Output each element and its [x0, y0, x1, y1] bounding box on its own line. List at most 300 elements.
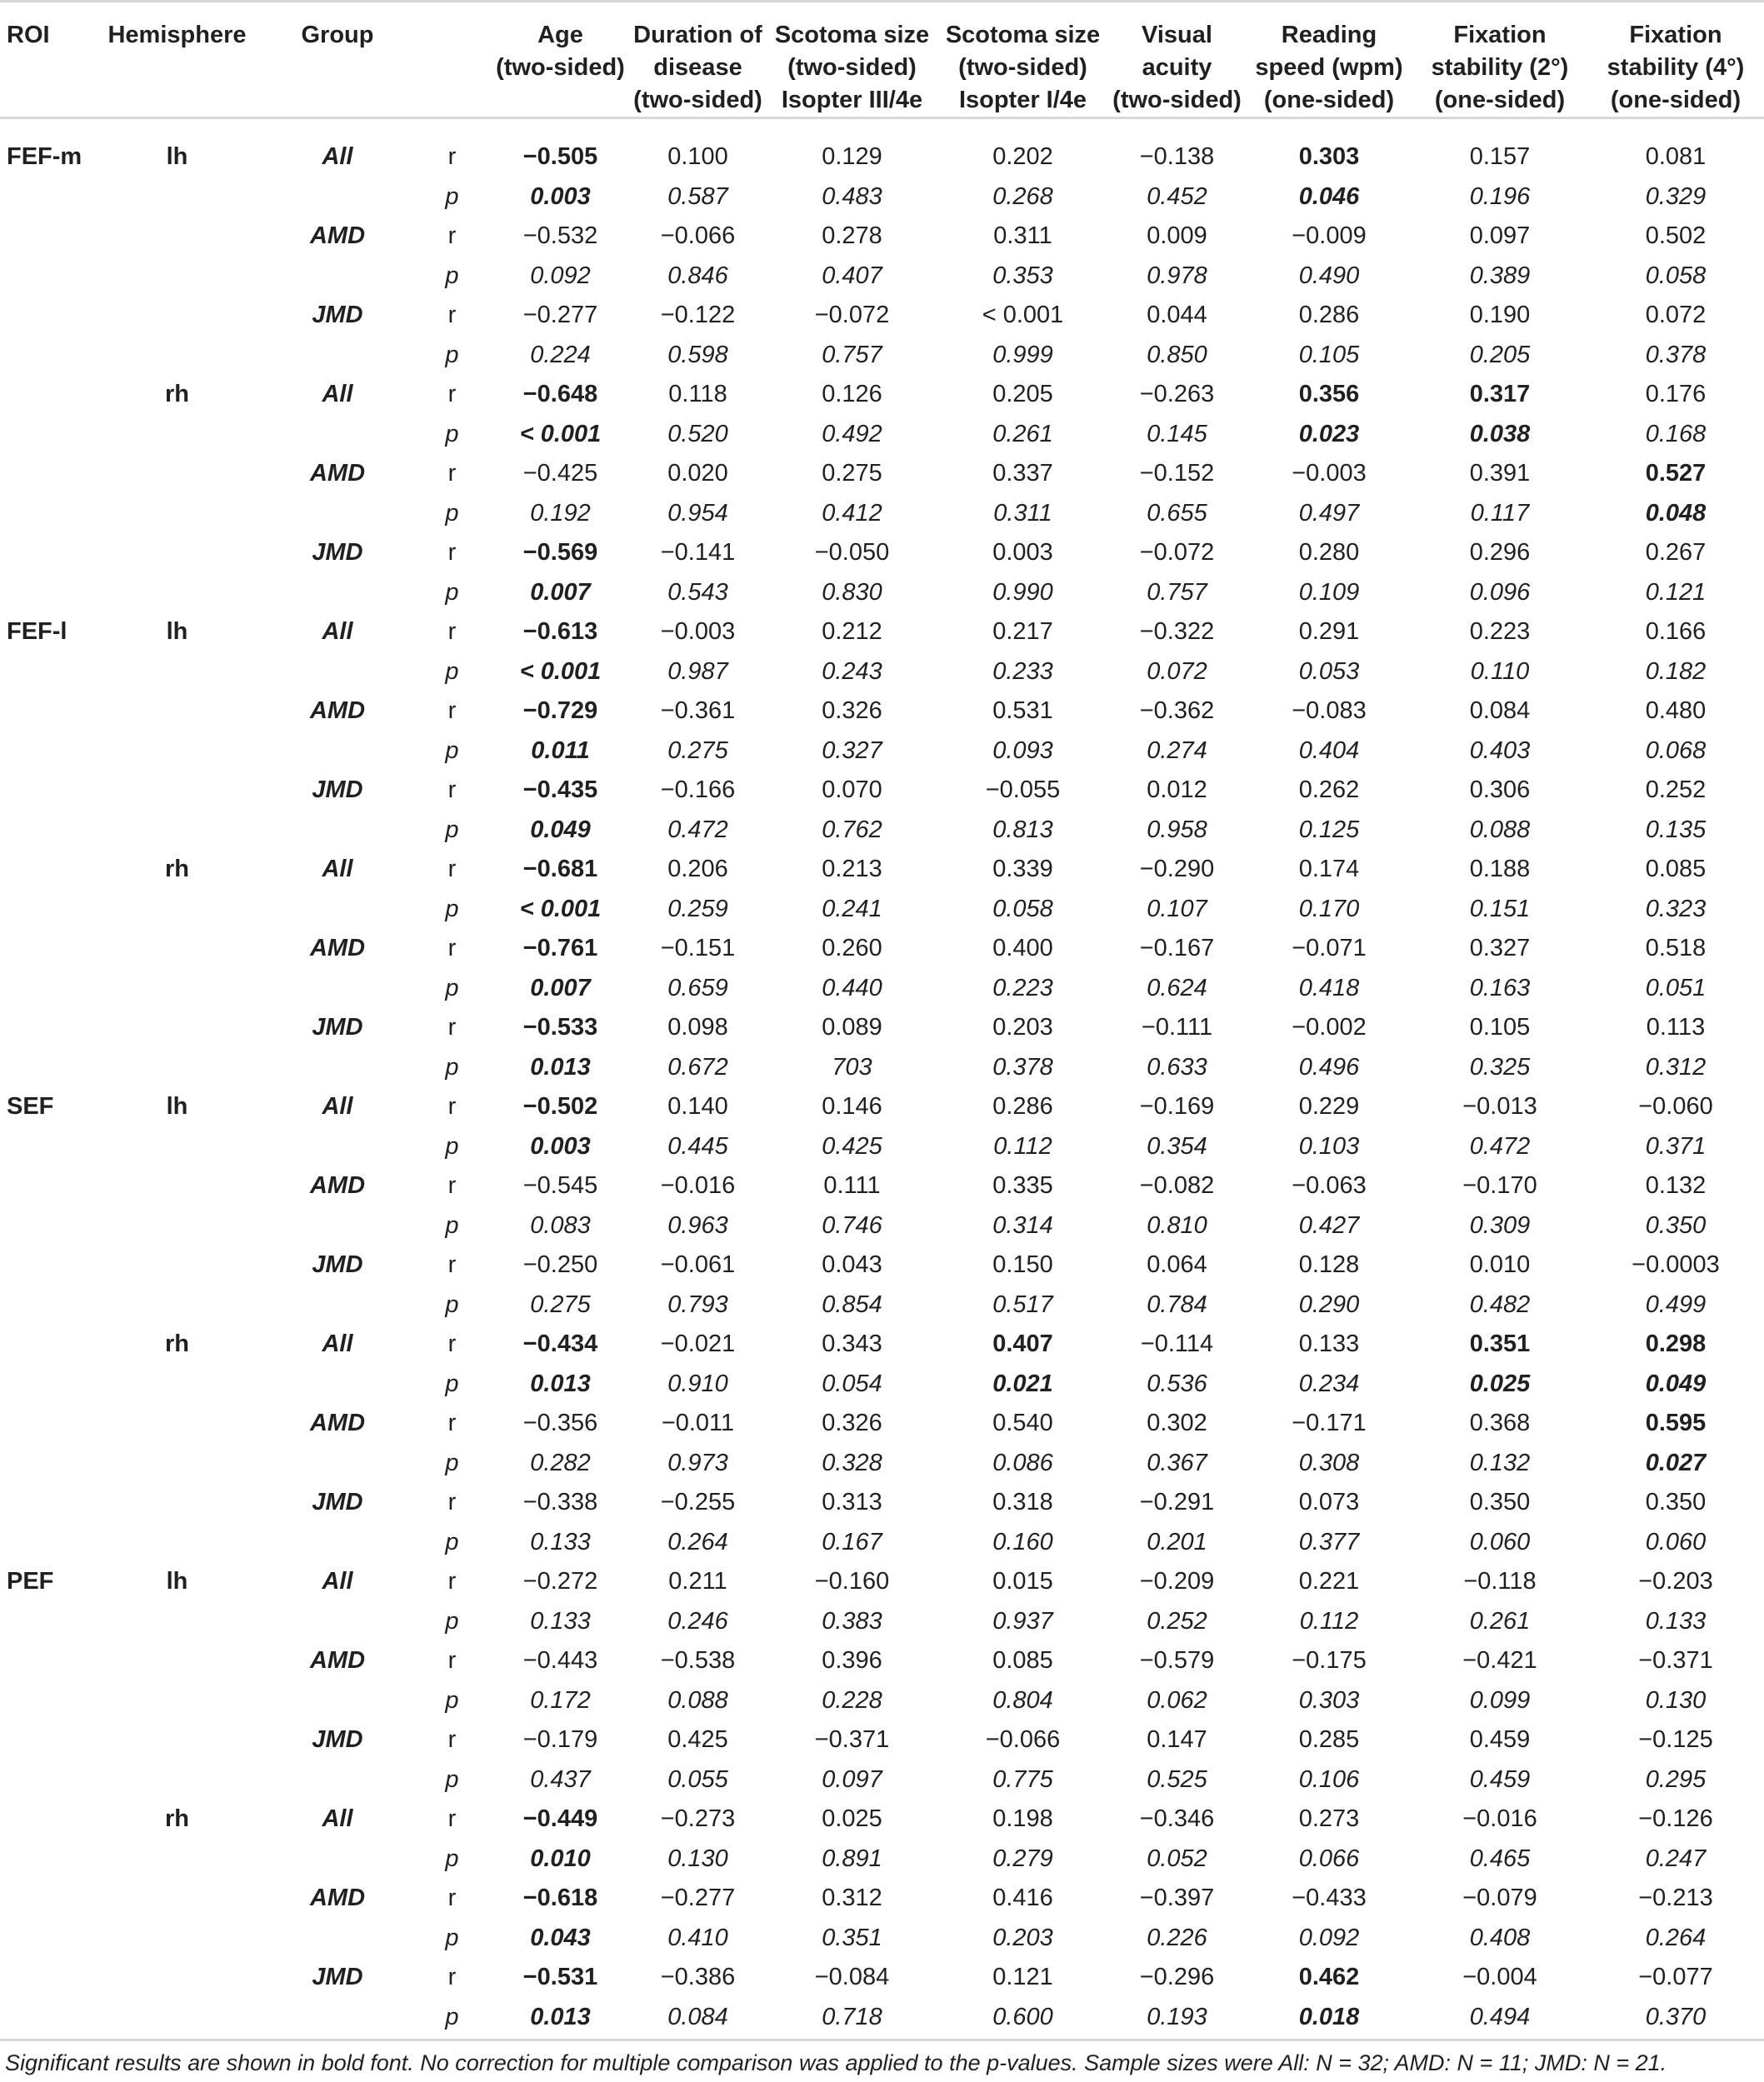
p-value-cell: 0.327 — [822, 736, 882, 764]
table-row — [0, 533, 1764, 573]
header-col — [767, 2, 937, 118]
r-value-cell: −0.386 — [660, 1964, 736, 1991]
table-row — [0, 1008, 1764, 1048]
p-value-cell: 0.160 — [992, 1528, 1053, 1555]
p-value-cell: 0.830 — [822, 578, 882, 606]
p-value-cell: 0.259 — [667, 895, 728, 922]
r-value-cell: 0.326 — [822, 1410, 882, 1437]
roi-cell — [0, 1641, 92, 1681]
table-row — [0, 257, 1764, 297]
p-value-cell: 0.130 — [667, 1845, 728, 1872]
p-value-cell: 0.234 — [1298, 1370, 1360, 1397]
r-value-cell: 0.267 — [1645, 539, 1707, 567]
table-row — [0, 771, 1764, 811]
hemisphere-cell — [92, 573, 262, 613]
r-value-cell: 0.072 — [1645, 302, 1707, 329]
p-value-cell: 0.021 — [992, 1370, 1053, 1397]
stat-label-cell: p — [445, 736, 459, 764]
header-col-line: Duration of — [633, 22, 762, 48]
group-cell: AMD — [309, 1410, 366, 1437]
hemisphere-cell: rh — [165, 1805, 189, 1833]
r-value-cell: 0.025 — [822, 1805, 882, 1833]
header-col-line: (one-sided) — [1610, 87, 1742, 113]
stat-label-cell: p — [445, 1211, 459, 1239]
r-value-cell: −0.729 — [522, 697, 598, 725]
group-cell — [262, 731, 412, 771]
hemisphere-cell — [92, 1720, 262, 1760]
p-value-cell: 0.228 — [822, 1686, 882, 1714]
r-value-cell: −0.166 — [660, 776, 736, 804]
group-cell — [262, 1760, 412, 1800]
group-cell: All — [322, 1805, 353, 1833]
group-cell — [262, 1206, 412, 1246]
group-cell: All — [322, 143, 353, 171]
r-value-cell: −0.066 — [985, 1726, 1061, 1754]
p-value-cell: 0.378 — [992, 1053, 1053, 1081]
p-value-cell: 0.954 — [667, 499, 728, 527]
hemisphere-cell — [92, 1127, 262, 1167]
r-value-cell: 0.356 — [1298, 381, 1360, 408]
roi-cell — [0, 1523, 92, 1563]
p-value-cell: 0.517 — [992, 1291, 1053, 1318]
r-value-cell: −0.151 — [660, 935, 736, 962]
r-value-cell: 0.303 — [1298, 143, 1360, 171]
roi-cell — [0, 1008, 92, 1048]
header-col-line: (two-sided) — [633, 87, 762, 113]
table-row — [0, 1206, 1764, 1246]
p-value-cell: 0.046 — [1298, 182, 1360, 210]
r-value-cell: 0.198 — [992, 1805, 1053, 1833]
roi-cell — [0, 652, 92, 692]
hemisphere-cell — [92, 217, 262, 257]
p-value-cell: 0.060 — [1469, 1528, 1531, 1555]
stat-label-cell: p — [445, 1291, 459, 1318]
r-value-cell: −0.114 — [1140, 1331, 1214, 1358]
table-row — [0, 1919, 1764, 1959]
p-value-cell: 0.261 — [992, 420, 1053, 447]
stat-label-cell: r — [447, 618, 457, 646]
p-value-cell: 0.910 — [667, 1370, 728, 1397]
stat-label-cell: p — [445, 1845, 459, 1872]
table-row — [0, 1641, 1764, 1681]
r-value-cell: 0.205 — [992, 381, 1053, 408]
r-value-cell: −0.250 — [522, 1251, 598, 1279]
stat-label-cell: p — [445, 1053, 459, 1081]
p-value-cell: 0.132 — [1469, 1449, 1531, 1476]
r-value-cell: 0.518 — [1645, 935, 1707, 962]
p-value-cell: 0.224 — [530, 341, 591, 368]
p-value-cell: 0.201 — [1147, 1528, 1207, 1555]
p-value-cell: 0.624 — [1147, 974, 1207, 1001]
r-value-cell: −0.277 — [522, 302, 598, 329]
stat-label-cell: p — [445, 499, 459, 527]
r-value-cell: −0.435 — [522, 776, 598, 804]
p-value-cell: 0.252 — [1147, 1607, 1207, 1635]
roi-cell — [0, 771, 92, 811]
p-value-cell: 0.598 — [667, 341, 728, 368]
r-value-cell: 0.020 — [667, 460, 728, 487]
p-value-cell: 0.275 — [530, 1291, 591, 1318]
hemisphere-cell — [92, 177, 262, 217]
table-row — [0, 1998, 1764, 2038]
p-value-cell: 0.145 — [1147, 420, 1207, 447]
p-value-cell: 0.496 — [1298, 1053, 1360, 1081]
r-value-cell: −0.050 — [814, 539, 890, 567]
hemisphere-cell: rh — [165, 1331, 189, 1358]
r-value-cell: −0.362 — [1139, 697, 1215, 725]
stat-label-cell: p — [445, 657, 459, 685]
group-cell — [262, 494, 412, 534]
r-value-cell: −0.169 — [1139, 1093, 1215, 1121]
table-row — [0, 1166, 1764, 1206]
r-value-cell: −0.533 — [522, 1014, 598, 1041]
r-value-cell: 0.213 — [822, 856, 882, 883]
hemisphere-cell — [92, 1998, 262, 2038]
group-cell — [262, 1523, 412, 1563]
r-value-cell: 0.252 — [1645, 776, 1707, 804]
hemisphere-cell — [92, 771, 262, 811]
header-col-line: (two-sided) — [787, 54, 917, 81]
roi-cell — [0, 415, 92, 455]
r-value-cell: 0.157 — [1469, 143, 1531, 171]
hemisphere-cell — [92, 1840, 262, 1880]
r-value-cell: −0.681 — [522, 856, 598, 883]
r-value-cell: −0.371 — [814, 1726, 890, 1754]
table-row — [0, 1483, 1764, 1523]
p-value-cell: 0.543 — [667, 578, 728, 606]
p-value-cell: 0.038 — [1469, 420, 1531, 447]
p-value-cell: 0.007 — [530, 974, 591, 1001]
table-row — [0, 1958, 1764, 1998]
p-value-cell: 0.963 — [667, 1211, 728, 1239]
r-value-cell: 0.311 — [993, 222, 1052, 250]
p-value-cell: 0.013 — [530, 1053, 591, 1081]
stat-label-cell: p — [445, 182, 459, 210]
p-value-cell: 0.308 — [1298, 1449, 1360, 1476]
p-value-cell: 0.205 — [1469, 341, 1531, 368]
r-value-cell: 0.147 — [1147, 1726, 1207, 1754]
p-value-cell: 0.655 — [1147, 499, 1207, 527]
p-value-cell: 0.483 — [822, 182, 882, 210]
r-value-cell: 0.044 — [1147, 302, 1207, 329]
p-value-cell: 0.437 — [530, 1765, 591, 1793]
r-value-cell: 0.368 — [1469, 1410, 1531, 1437]
p-value-cell: 0.060 — [1645, 1528, 1707, 1555]
hemisphere-cell — [92, 1523, 262, 1563]
r-value-cell: −0.433 — [1292, 1885, 1367, 1912]
r-value-cell: −0.346 — [1139, 1805, 1215, 1833]
roi-cell — [0, 1998, 92, 2038]
hemisphere-cell: lh — [166, 1093, 188, 1121]
group-cell: AMD — [309, 1647, 366, 1675]
p-value-cell: 0.072 — [1147, 657, 1207, 685]
group-cell — [262, 336, 412, 376]
p-value-cell: 0.353 — [992, 262, 1053, 289]
r-value-cell: 0.317 — [1469, 381, 1531, 408]
p-value-cell: 0.407 — [822, 262, 882, 289]
p-value-cell: 0.427 — [1298, 1211, 1360, 1239]
group-cell — [262, 652, 412, 692]
p-value-cell: 0.053 — [1298, 657, 1360, 685]
r-value-cell: −0.055 — [985, 776, 1061, 804]
roi-cell — [0, 1325, 92, 1365]
stat-label-cell: p — [445, 341, 459, 368]
r-value-cell: −0.083 — [1292, 697, 1367, 725]
p-value-cell: 0.633 — [1147, 1053, 1207, 1081]
r-value-cell: −0.082 — [1139, 1172, 1215, 1200]
p-value-cell: 0.367 — [1147, 1449, 1207, 1476]
table-row — [0, 811, 1764, 851]
header-col-line: speed (wpm) — [1255, 54, 1403, 81]
table-row — [0, 137, 1764, 177]
p-value-cell: 0.013 — [530, 1370, 591, 1397]
p-value-cell: 0.371 — [1645, 1132, 1707, 1160]
group-cell — [262, 1840, 412, 1880]
roi-cell — [0, 1879, 92, 1919]
r-value-cell: −0.209 — [1139, 1568, 1215, 1595]
group-cell — [262, 257, 412, 297]
hemisphere-cell — [92, 1879, 262, 1919]
r-value-cell: −0.167 — [1139, 935, 1215, 962]
table-row — [0, 494, 1764, 534]
r-value-cell: 0.089 — [822, 1014, 882, 1041]
p-value-cell: 0.172 — [530, 1686, 591, 1714]
p-value-cell: 0.105 — [1298, 341, 1360, 368]
header-col-line: Scotoma size — [774, 22, 930, 48]
p-value-cell: 0.472 — [1469, 1132, 1531, 1160]
group-cell: JMD — [312, 1964, 363, 1991]
p-value-cell: 0.088 — [1469, 816, 1531, 843]
p-value-cell: 0.023 — [1298, 420, 1360, 447]
r-value-cell: 0.009 — [1147, 222, 1207, 250]
p-value-cell: 0.084 — [667, 2003, 728, 2030]
roi-cell — [0, 454, 92, 494]
stat-label-cell: r — [447, 1568, 457, 1595]
p-value-cell: 0.013 — [530, 2003, 591, 2030]
p-value-cell: 0.279 — [992, 1845, 1053, 1872]
r-value-cell: 0.327 — [1469, 935, 1531, 962]
p-value-cell: 0.314 — [992, 1211, 1053, 1239]
p-value-cell: 0.600 — [992, 2003, 1053, 2030]
p-value-cell: < 0.001 — [519, 895, 602, 922]
roi-cell — [0, 1206, 92, 1246]
r-value-cell: −0.322 — [1139, 618, 1215, 646]
header-col-line: (two-sided) — [496, 54, 625, 81]
p-value-cell: 0.410 — [667, 1924, 728, 1951]
roi-cell: SEF — [7, 1093, 54, 1121]
roi-cell — [0, 811, 92, 851]
r-value-cell: −0.263 — [1139, 381, 1215, 408]
r-value-cell: 0.306 — [1469, 776, 1531, 804]
header-col-line: Isopter III/4e — [781, 87, 923, 113]
p-value-cell: 0.990 — [992, 578, 1053, 606]
table-row — [0, 1404, 1764, 1444]
stat-label-cell: r — [447, 1172, 457, 1200]
table-row — [0, 1523, 1764, 1563]
table-row — [0, 692, 1764, 731]
p-value-cell: 0.978 — [1147, 262, 1207, 289]
group-cell: All — [322, 1331, 353, 1358]
r-value-cell: 0.111 — [823, 1172, 881, 1200]
table-row — [0, 929, 1764, 969]
p-value-cell: 0.290 — [1298, 1291, 1360, 1318]
header-col-line: Fixation — [1629, 22, 1722, 48]
p-value-cell: 0.264 — [1645, 1924, 1707, 1951]
roi-cell — [0, 177, 92, 217]
r-value-cell: 0.286 — [1298, 302, 1360, 329]
r-value-cell: −0.371 — [1638, 1647, 1713, 1675]
p-value-cell: 0.268 — [992, 182, 1053, 210]
hemisphere-cell: rh — [165, 856, 189, 883]
group-cell — [262, 1286, 412, 1326]
r-value-cell: 0.097 — [1469, 222, 1531, 250]
p-value-cell: 0.068 — [1645, 736, 1707, 764]
r-value-cell: 0.010 — [1469, 1251, 1531, 1279]
p-value-cell: 0.099 — [1469, 1686, 1531, 1714]
roi-cell — [0, 1840, 92, 1880]
group-cell: All — [322, 1093, 353, 1121]
p-value-cell: 0.049 — [1645, 1370, 1707, 1397]
r-value-cell: −0.003 — [1292, 460, 1367, 487]
r-value-cell: −0.296 — [1139, 1964, 1215, 1991]
r-value-cell: −0.077 — [1638, 1964, 1713, 1991]
table-row — [0, 1562, 1764, 1602]
p-value-cell: 0.757 — [1147, 578, 1207, 606]
r-value-cell: 0.416 — [992, 1885, 1053, 1912]
roi-cell — [0, 1444, 92, 1484]
p-value-cell: 0.452 — [1147, 182, 1207, 210]
roi-cell — [0, 1404, 92, 1444]
group-cell: AMD — [309, 935, 366, 962]
r-value-cell: 0.400 — [992, 935, 1053, 962]
hemisphere-cell — [92, 1206, 262, 1246]
p-value-cell: 0.328 — [822, 1449, 882, 1476]
hemisphere-cell — [92, 1246, 262, 1286]
r-value-cell: −0.071 — [1292, 935, 1367, 962]
group-cell: JMD — [312, 302, 363, 329]
p-value-cell: 0.243 — [822, 657, 882, 685]
r-value-cell: −0.545 — [522, 1172, 598, 1200]
group-cell: All — [322, 856, 353, 883]
r-value-cell: −0.079 — [1462, 1885, 1537, 1912]
p-value-cell: 0.051 — [1645, 974, 1707, 1001]
header-col-line: Visual acuity — [1142, 22, 1212, 81]
r-value-cell: −0.084 — [814, 1964, 890, 1991]
hemisphere-cell — [92, 257, 262, 297]
stat-label-cell: p — [445, 1765, 459, 1793]
r-value-cell: 0.391 — [1469, 460, 1531, 487]
p-value-cell: 0.058 — [1645, 262, 1707, 289]
p-value-cell: 0.465 — [1469, 1845, 1531, 1872]
stat-label-cell: r — [447, 460, 457, 487]
roi-cell — [0, 731, 92, 771]
r-value-cell: 0.085 — [992, 1647, 1053, 1675]
r-value-cell: 0.212 — [822, 618, 882, 646]
table-row — [0, 1048, 1764, 1088]
p-value-cell: 0.167 — [822, 1528, 882, 1555]
p-value-cell: 0.097 — [822, 1765, 882, 1793]
table-row — [0, 969, 1764, 1009]
p-value-cell: 0.351 — [822, 1924, 882, 1951]
stat-label-cell: p — [445, 816, 459, 843]
r-value-cell: −0.141 — [660, 539, 736, 567]
hemisphere-cell — [92, 336, 262, 376]
p-value-cell: 0.112 — [993, 1132, 1052, 1160]
r-value-cell: −0.063 — [1292, 1172, 1367, 1200]
hemisphere-cell: lh — [166, 1568, 188, 1595]
group-cell: JMD — [312, 1726, 363, 1754]
table-row — [0, 1087, 1764, 1127]
p-value-cell: 0.854 — [822, 1291, 882, 1318]
r-value-cell: −0.060 — [1638, 1093, 1713, 1121]
r-value-cell: 0.126 — [822, 381, 882, 408]
r-value-cell: −0.072 — [814, 302, 890, 329]
r-value-cell: 0.166 — [1645, 618, 1707, 646]
stat-label-cell: r — [447, 1726, 457, 1754]
p-value-cell: 0.403 — [1469, 736, 1531, 764]
r-value-cell: 0.012 — [1147, 776, 1207, 804]
r-value-cell: 0.273 — [1298, 1805, 1360, 1833]
group-cell: All — [322, 1568, 353, 1595]
stat-label-cell: r — [447, 856, 457, 883]
r-value-cell: 0.113 — [1646, 1014, 1706, 1041]
stat-label-cell: r — [447, 1014, 457, 1041]
r-value-cell: 0.350 — [1469, 1489, 1531, 1516]
r-value-cell: 0.350 — [1645, 1489, 1707, 1516]
r-value-cell: −0.152 — [1139, 460, 1215, 487]
r-value-cell: 0.105 — [1469, 1014, 1531, 1041]
hemisphere-cell — [92, 731, 262, 771]
p-value-cell: 0.377 — [1298, 1528, 1360, 1555]
stat-label-cell: r — [447, 697, 457, 725]
table-row — [0, 454, 1764, 494]
p-value-cell: 0.093 — [992, 736, 1053, 764]
header-col — [1412, 2, 1587, 118]
r-value-cell: 0.084 — [1469, 697, 1531, 725]
r-value-cell: 0.313 — [822, 1489, 882, 1516]
p-value-cell: 0.659 — [667, 974, 728, 1001]
p-value-cell: 0.793 — [667, 1291, 728, 1318]
table-row — [0, 890, 1764, 930]
r-value-cell: −0.203 — [1638, 1568, 1713, 1595]
r-value-cell: −0.011 — [661, 1410, 735, 1437]
table-row — [0, 1760, 1764, 1800]
p-value-cell: 0.027 — [1645, 1449, 1707, 1476]
p-value-cell: 0.182 — [1645, 657, 1707, 685]
stat-label-cell: r — [447, 1331, 457, 1358]
r-value-cell: 0.229 — [1298, 1093, 1360, 1121]
r-value-cell: −0.618 — [522, 1885, 598, 1912]
header-col-line: Reading — [1281, 22, 1377, 48]
r-value-cell: 0.396 — [822, 1647, 882, 1675]
table-row — [0, 217, 1764, 257]
p-value-cell: 0.133 — [530, 1528, 591, 1555]
hemisphere-cell: lh — [166, 143, 188, 171]
stat-label-cell: p — [445, 262, 459, 289]
p-value-cell: 0.241 — [822, 895, 882, 922]
p-value-cell: 0.282 — [530, 1449, 591, 1476]
group-cell — [262, 811, 412, 851]
table-row — [0, 1800, 1764, 1840]
p-value-cell: 0.958 — [1147, 816, 1207, 843]
header-col-line: Scotoma size — [945, 22, 1101, 48]
hemisphere-cell — [92, 533, 262, 573]
group-cell: JMD — [312, 539, 363, 567]
r-value-cell: −0.013 — [1462, 1093, 1537, 1121]
r-value-cell: 0.100 — [667, 143, 728, 171]
stat-label-cell: p — [445, 1686, 459, 1714]
p-value-cell: 0.804 — [992, 1686, 1053, 1714]
